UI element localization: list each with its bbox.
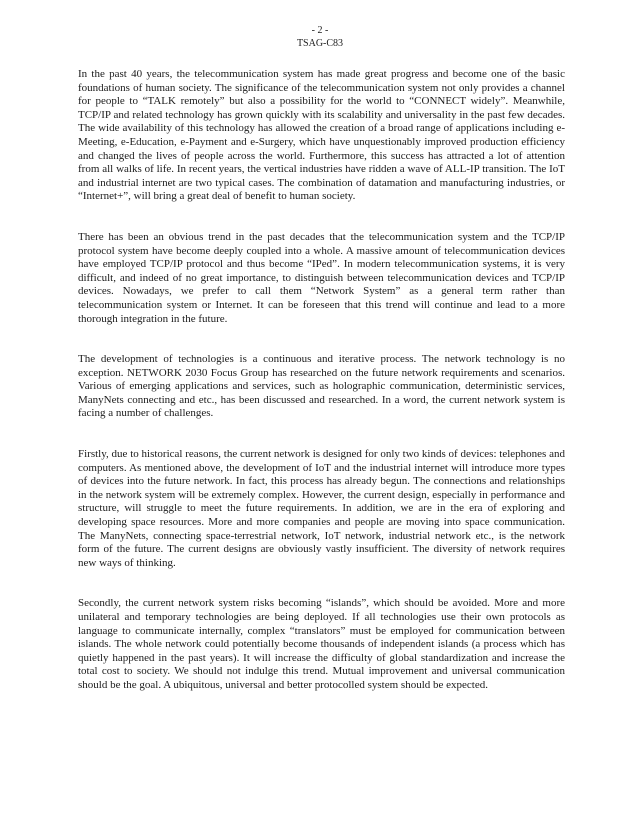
paragraph-2: There has been an obvious trend in the past decades that the telecommunication system and the TCP/IP protocol system have become deeply coupled into a whole. A massive amount of telecommunication devices have employed TCP/IP protocol and thus become “IPed”. In modern telecommunication systems, it is very difficult, and indeed of no great importance, to distinguish between telecommunication devices and TCP/IP devices. Nowadays, we prefer to call them “Network System” as a general term rather than telecommunication system or Internet. It can be foreseen that this trend will continue and lead to a more thorough integration in the future. xyxy=(78,230,565,325)
document-body xyxy=(78,68,565,693)
paragraph-3: The development of technologies is a continuous and iterative process. The network technology is no exception. NETWORK 2030 Focus Group has researched on the future network requirements and scenarios. Various of emerging applications and services, such as holographic communication, deterministic services, ManyNets connecting and etc., has been discussed and researched. In a word, the current network system is facing a number of challenges. xyxy=(78,353,565,420)
paragraph-1: In the past 40 years, the telecommunication system has made great progress and become one of the basic foundations of human society. The significance of the telecommunication system not only provides a channel for people to “TALK remotely” but also a possibility for the world to “CONNECT widely”. Meanwhile, TCP/IP and related technology has grown quickly with its scalability and universality in the past few decades. The wide availability of this technology has allowed the creation of a broad range of applications including e-Meeting, e-Education, e-Payment and e-Surgery, which have unquestionably improved production efficiency and changed the lives of people across the world. Furthermore, this success has attracted a lot of attention from all walks of life. In recent years, the vertical industries have ridden a wave of ALL-IP transition. The IoT and industrial internet are two typical cases. The combination of datamation and manufacturing industries, or “Internet+”, will bring a great deal of benefit to human society. xyxy=(78,68,565,203)
paragraph-4: Firstly, due to historical reasons, the current network is designed for only two kinds of devices: telephones and computers. As mentioned above, the development of IoT and the industrial internet will introduce more types of devices into the future network. In fact, this process has already begun. The connections and relationships in the network system will be extremely complex. However, the current design, especially in performance and structure, will struggle to meet the future requirements. In addition, we are in the era of exploring and developing space resources. More and more companies and people are moving into space communication. The ManyNets, connecting space-terrestrial network, IoT network, industrial network etc., is the network form of the future. The current designs are obviously vastly insufficient. The diversity of network requires new ways of thinking. xyxy=(78,448,565,569)
page-number: - 2 - xyxy=(311,25,329,36)
doc-number: TSAG-C83 xyxy=(296,37,344,49)
page-header xyxy=(0,25,640,50)
paragraph-5: Secondly, the current network system risks becoming “islands”, which should be avoided. More and more unilateral and temporary technologies are being deployed. If all technologies use their own protocols as language to communicate internally, complex “translators” must be employed for communication between islands. The whole network could potentially become thousands of independent islands (a process which has quietly happened in the past years). It will increase the difficulty of global standardization and increase the total cost to society. We should not indulge this trend. Mutual improvement and universal communication should be the goal. A ubiquitous, universal and better protocolled system should be expected. xyxy=(78,597,565,691)
